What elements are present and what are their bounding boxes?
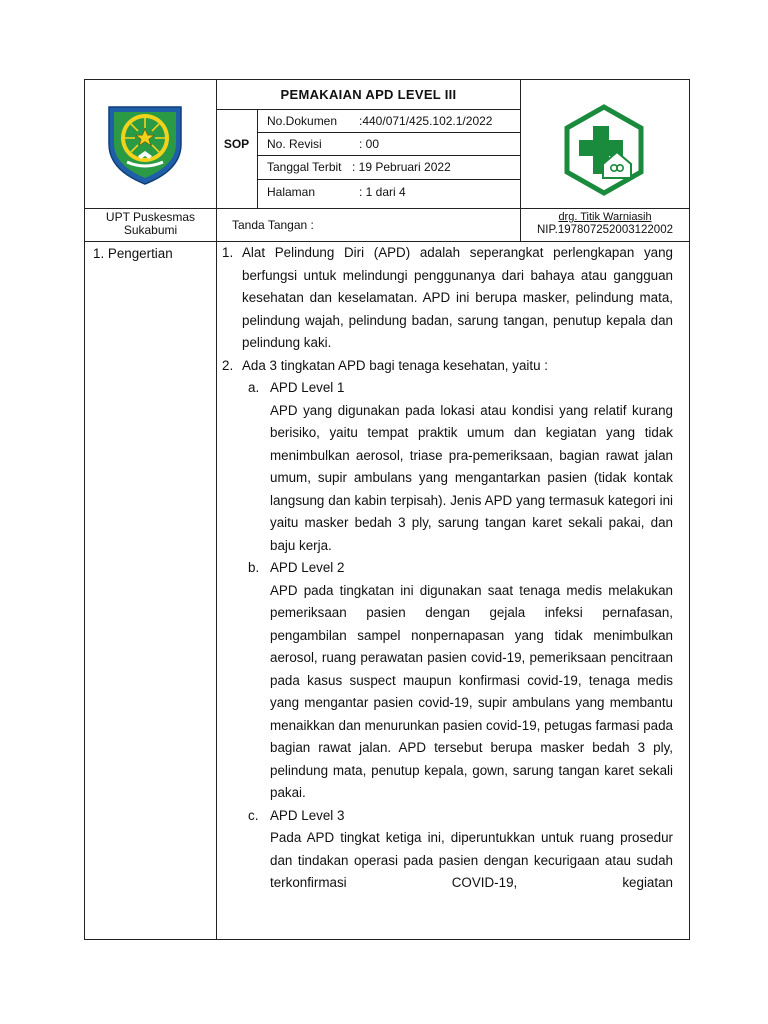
meta-line-1 xyxy=(257,132,521,133)
meta-key: No.Dokumen xyxy=(267,114,338,128)
sop-document xyxy=(84,79,690,940)
title-bottom-line xyxy=(216,109,521,110)
section-content xyxy=(221,242,673,937)
left-column-line xyxy=(216,80,217,939)
list-item-text: Alat Pelindung Diri (APD) adalah seperangkat perlengkapan yang berfungsi untuk melindungi penggunanya dari bahaya atau gangguan kesehatan dan keselamatan. APD ini berupa masker, pelindung mata, pelindung wajah, pelindung badan, sarung tangan, penutup kepala dan pelindung kaki. xyxy=(242,245,673,350)
sub-item-title: APD Level 3 xyxy=(270,807,345,823)
sub-item-c xyxy=(221,805,673,895)
sop-label: SOP xyxy=(223,137,250,151)
sub-letter: b. xyxy=(248,560,260,575)
organization-name xyxy=(85,211,216,241)
meta-row-page xyxy=(267,185,517,201)
meta-row-issue-date xyxy=(267,160,517,176)
sub-item-a xyxy=(221,377,673,557)
kabupaten-emblem-logo xyxy=(105,104,185,186)
header-bottom-line xyxy=(85,208,689,209)
meta-value: : 00 xyxy=(359,137,380,151)
organization-line-1: UPT Puskesmas xyxy=(105,210,196,224)
sub-item-b xyxy=(221,557,673,805)
sub-letter: c. xyxy=(248,807,259,823)
meta-key: No. Revisi xyxy=(267,137,322,151)
sub-letter: a. xyxy=(248,380,260,395)
sop-column-line xyxy=(257,109,258,208)
list-item-2 xyxy=(221,355,673,378)
signature-label: Tanda Tangan : xyxy=(232,218,314,232)
meta-line-2 xyxy=(257,155,521,156)
meta-key: Tanggal Terbit xyxy=(267,160,342,174)
meta-value: :440/071/425.102.1/2022 xyxy=(359,114,493,128)
official-nip: NIP.197807252003122002 xyxy=(536,224,673,236)
puskesmas-logo xyxy=(563,104,645,196)
meta-key: Halaman xyxy=(267,185,316,199)
list-item-1 xyxy=(221,242,673,355)
sub-item-title: APD Level 1 xyxy=(270,380,345,395)
meta-line-3 xyxy=(257,179,521,180)
sub-item-text: Pada APD tingkat ketiga ini, diperuntukkan untuk ruang prosedur dan tindakan operasi pada pasien dengan kecurigaan atau sudah terkonfirmasi COVID-19, kegiatan xyxy=(270,830,673,890)
list-item-text: Ada 3 tingkatan APD bagi tenaga kesehatan, yaitu : xyxy=(242,357,548,373)
section-label: 1. Pengertian xyxy=(93,246,173,261)
list-number: 1. xyxy=(222,245,234,260)
document-title: PEMAKAIAN APD LEVEL III xyxy=(280,87,457,102)
meta-row-document-number xyxy=(267,114,517,130)
official-name: drg. Titik Warniasih xyxy=(558,211,652,223)
meta-row-revision xyxy=(267,137,517,153)
sub-item-title: APD Level 2 xyxy=(270,560,345,575)
sub-item-text: APD yang digunakan pada lokasi atau kondisi yang relatif kurang berisiko, yaitu tempat praktik umum dan kegiatan yang tidak menimbulkan aerosol, triase pra-pemeriksaan, bagian rawat jalan umum, supir ambulans yang mengantarkan pasien (tidak kontak langsung dan kabin terpisah). Jenis APD yang termasuk kategori ini yaitu masker bedah 3 ply, sarung tangan karet sekali pakai, dan baju kerja. xyxy=(270,402,673,553)
sub-item-text: APD pada tingkatan ini digunakan saat tenaga medis melakukan pemeriksaan pasien dengan gejala infeksi pernafasan, pengambilan sampel nonpernapasan yang tidak menimbulkan aerosol, ruang perawatan pasien covid-19, pemeriksaan pencitraan pada kasus suspect maupun konfirmasi covid-19, tenaga medis yang mengantar pasien covid-19, supir ambulans yang membantu menaikkan dan menurunkan pasien covid-19, petugas farmasi pada bagian rawat jalan. APD tersebut berupa masker bedah 3 ply, pelindung mata, penutup kepala, gown, sarung tangan karet sekali pakai. xyxy=(270,582,673,800)
official-signature-block xyxy=(521,211,689,241)
list-number: 2. xyxy=(222,357,234,373)
puskesmas-hexagon-cross-icon xyxy=(563,104,645,196)
meta-value: : 19 Pebruari 2022 xyxy=(352,160,451,174)
shield-emblem-icon xyxy=(105,104,185,186)
meta-value: : 1 dari 4 xyxy=(359,185,406,199)
organization-line-2: Sukabumi xyxy=(123,223,178,237)
